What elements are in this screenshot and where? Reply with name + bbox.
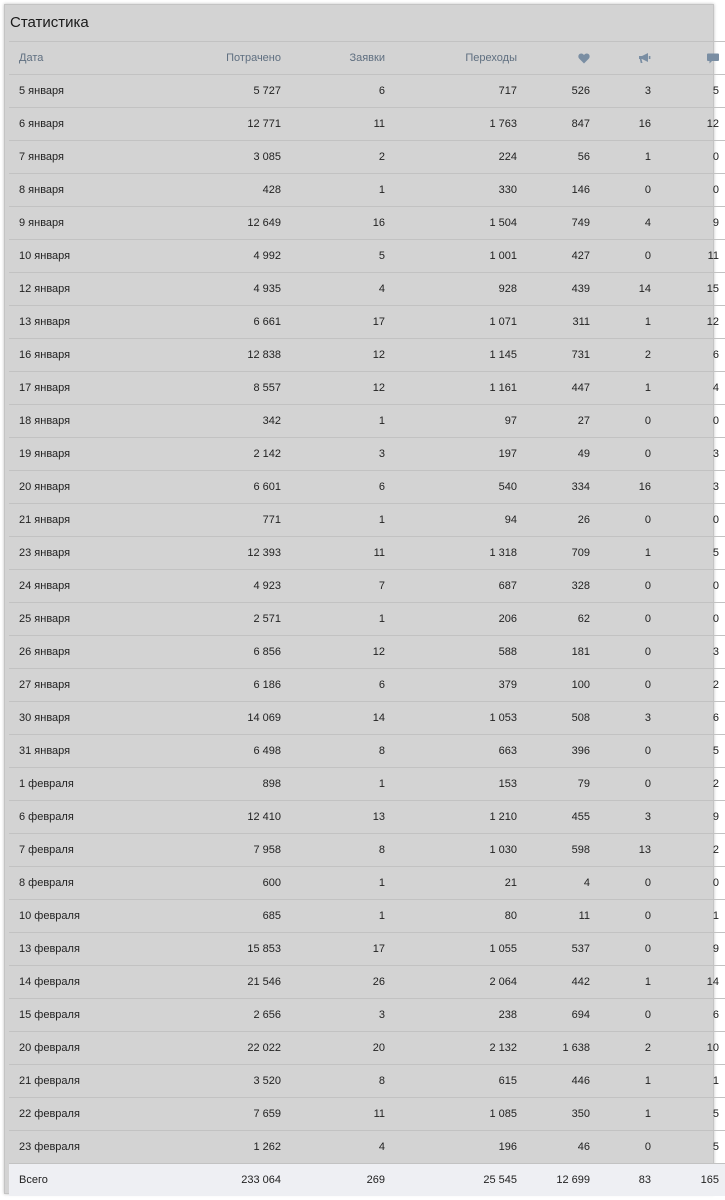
cell-shares: 2 (590, 1032, 651, 1065)
cell-clicks: 206 (385, 603, 517, 636)
cell-shares: 3 (590, 801, 651, 834)
cell-spent: 3 520 (159, 1065, 281, 1098)
cell-date: 23 февраля (9, 1131, 159, 1164)
cell-clicks: 1 071 (385, 306, 517, 339)
cell-shares: 1 (590, 141, 651, 174)
cell-clicks: 2 064 (385, 966, 517, 999)
table-row (9, 174, 725, 207)
cell-spent: 5 727 (159, 75, 281, 108)
cell-comments: 2 (651, 834, 725, 867)
cell-clicks: 1 210 (385, 801, 517, 834)
table-row (9, 900, 725, 933)
cell-date: 19 января (9, 438, 159, 471)
cell-clicks: 238 (385, 999, 517, 1032)
table-row (9, 372, 725, 405)
cell-date: 21 января (9, 504, 159, 537)
cell-requests: 6 (281, 75, 385, 108)
cell-clicks: 1 085 (385, 1098, 517, 1131)
cell-spent: 12 410 (159, 801, 281, 834)
cell-requests: 7 (281, 570, 385, 603)
cell-spent: 12 838 (159, 339, 281, 372)
cell-comments: 3 (651, 471, 725, 504)
cell-spent: 6 856 (159, 636, 281, 669)
table-row (9, 1098, 725, 1131)
cell-requests: 5 (281, 240, 385, 273)
cell-requests: 13 (281, 801, 385, 834)
table-row (9, 438, 725, 471)
cell-date: 16 января (9, 339, 159, 372)
cell-shares: 0 (590, 570, 651, 603)
cell-clicks: 588 (385, 636, 517, 669)
cell-requests: 17 (281, 306, 385, 339)
cell-date: 21 февраля (9, 1065, 159, 1098)
cell-spent: 2 656 (159, 999, 281, 1032)
cell-shares: 3 (590, 702, 651, 735)
cell-comments: 12 (651, 306, 725, 339)
cell-clicks: 97 (385, 405, 517, 438)
cell-shares: 1 (590, 372, 651, 405)
cell-requests: 4 (281, 273, 385, 306)
cell-spent: 8 557 (159, 372, 281, 405)
cell-clicks: 540 (385, 471, 517, 504)
cell-requests: 14 (281, 702, 385, 735)
cell-spent: 12 393 (159, 537, 281, 570)
heart-icon (578, 53, 590, 64)
cell-comments: 5 (651, 735, 725, 768)
total-clicks: 25 545 (385, 1164, 517, 1197)
cell-likes: 46 (517, 1131, 590, 1164)
column-header-date[interactable]: Дата (9, 42, 159, 75)
cell-comments: 1 (651, 900, 725, 933)
cell-requests: 16 (281, 207, 385, 240)
cell-likes: 749 (517, 207, 590, 240)
cell-spent: 12 771 (159, 108, 281, 141)
table-row (9, 75, 725, 108)
cell-shares: 16 (590, 108, 651, 141)
table-header-row (9, 42, 725, 75)
cell-clicks: 330 (385, 174, 517, 207)
cell-date: 26 января (9, 636, 159, 669)
table-row (9, 537, 725, 570)
cell-likes: 311 (517, 306, 590, 339)
cell-likes: 100 (517, 669, 590, 702)
cell-clicks: 379 (385, 669, 517, 702)
cell-comments: 10 (651, 1032, 725, 1065)
table-row (9, 141, 725, 174)
cell-clicks: 1 318 (385, 537, 517, 570)
cell-clicks: 928 (385, 273, 517, 306)
cell-requests: 4 (281, 1131, 385, 1164)
table-row (9, 702, 725, 735)
cell-requests: 1 (281, 603, 385, 636)
cell-requests: 12 (281, 636, 385, 669)
cell-comments: 0 (651, 405, 725, 438)
cell-spent: 898 (159, 768, 281, 801)
cell-likes: 26 (517, 504, 590, 537)
cell-shares: 16 (590, 471, 651, 504)
cell-shares: 0 (590, 900, 651, 933)
cell-requests: 20 (281, 1032, 385, 1065)
cell-likes: 49 (517, 438, 590, 471)
cell-date: 20 февраля (9, 1032, 159, 1065)
cell-likes: 526 (517, 75, 590, 108)
cell-clicks: 1 055 (385, 933, 517, 966)
cell-date: 5 января (9, 75, 159, 108)
cell-likes: 447 (517, 372, 590, 405)
cell-clicks: 80 (385, 900, 517, 933)
cell-spent: 14 069 (159, 702, 281, 735)
cell-comments: 0 (651, 867, 725, 900)
cell-spent: 21 546 (159, 966, 281, 999)
cell-clicks: 1 763 (385, 108, 517, 141)
table-row (9, 504, 725, 537)
cell-likes: 146 (517, 174, 590, 207)
cell-clicks: 153 (385, 768, 517, 801)
column-header-likes[interactable] (517, 42, 590, 75)
column-header-requests[interactable]: Заявки (281, 42, 385, 75)
cell-comments: 0 (651, 174, 725, 207)
cell-requests: 2 (281, 141, 385, 174)
cell-comments: 0 (651, 603, 725, 636)
cell-shares: 2 (590, 339, 651, 372)
cell-comments: 15 (651, 273, 725, 306)
cell-date: 13 января (9, 306, 159, 339)
cell-spent: 2 142 (159, 438, 281, 471)
cell-spent: 428 (159, 174, 281, 207)
cell-comments: 1 (651, 1065, 725, 1098)
table-row (9, 603, 725, 636)
table-row (9, 108, 725, 141)
cell-clicks: 94 (385, 504, 517, 537)
cell-spent: 685 (159, 900, 281, 933)
cell-comments: 6 (651, 702, 725, 735)
cell-requests: 6 (281, 669, 385, 702)
cell-likes: 709 (517, 537, 590, 570)
cell-clicks: 1 030 (385, 834, 517, 867)
total-spent: 233 064 (159, 1164, 281, 1197)
cell-comments: 6 (651, 999, 725, 1032)
cell-spent: 6 601 (159, 471, 281, 504)
cell-date: 8 февраля (9, 867, 159, 900)
cell-spent: 1 262 (159, 1131, 281, 1164)
cell-likes: 446 (517, 1065, 590, 1098)
cell-clicks: 21 (385, 867, 517, 900)
cell-comments: 0 (651, 570, 725, 603)
statistics-panel (4, 4, 719, 1194)
table-row (9, 867, 725, 900)
cell-spent: 15 853 (159, 933, 281, 966)
cell-spent: 4 923 (159, 570, 281, 603)
cell-shares: 0 (590, 867, 651, 900)
cell-date: 14 февраля (9, 966, 159, 999)
total-likes: 12 699 (517, 1164, 590, 1197)
cell-date: 24 января (9, 570, 159, 603)
cell-shares: 0 (590, 933, 651, 966)
cell-likes: 27 (517, 405, 590, 438)
table-row (9, 999, 725, 1032)
table-row (9, 636, 725, 669)
cell-shares: 0 (590, 636, 651, 669)
table-row (9, 933, 725, 966)
cell-spent: 771 (159, 504, 281, 537)
cell-comments: 0 (651, 504, 725, 537)
cell-requests: 1 (281, 867, 385, 900)
cell-clicks: 224 (385, 141, 517, 174)
cell-comments: 4 (651, 372, 725, 405)
cell-requests: 8 (281, 735, 385, 768)
cell-requests: 12 (281, 339, 385, 372)
cell-shares: 1 (590, 1065, 651, 1098)
cell-likes: 328 (517, 570, 590, 603)
table-row (9, 1131, 725, 1164)
cell-shares: 0 (590, 1131, 651, 1164)
cell-clicks: 1 161 (385, 372, 517, 405)
total-label: Всего (9, 1164, 159, 1197)
cell-spent: 342 (159, 405, 281, 438)
cell-spent: 6 661 (159, 306, 281, 339)
statistics-table (9, 41, 725, 1196)
cell-comments: 5 (651, 1131, 725, 1164)
cell-date: 17 января (9, 372, 159, 405)
cell-comments: 3 (651, 636, 725, 669)
cell-clicks: 196 (385, 1131, 517, 1164)
cell-comments: 9 (651, 801, 725, 834)
cell-clicks: 615 (385, 1065, 517, 1098)
table-row (9, 1032, 725, 1065)
table-row (9, 471, 725, 504)
cell-shares: 1 (590, 306, 651, 339)
cell-comments: 5 (651, 75, 725, 108)
cell-shares: 13 (590, 834, 651, 867)
cell-requests: 11 (281, 108, 385, 141)
cell-comments: 2 (651, 669, 725, 702)
cell-shares: 0 (590, 405, 651, 438)
cell-clicks: 1 145 (385, 339, 517, 372)
cell-comments: 0 (651, 141, 725, 174)
cell-clicks: 687 (385, 570, 517, 603)
cell-date: 13 февраля (9, 933, 159, 966)
table-row (9, 966, 725, 999)
cell-date: 31 января (9, 735, 159, 768)
cell-date: 6 января (9, 108, 159, 141)
cell-clicks: 2 132 (385, 1032, 517, 1065)
cell-date: 23 января (9, 537, 159, 570)
cell-clicks: 1 504 (385, 207, 517, 240)
cell-requests: 1 (281, 504, 385, 537)
table-row (9, 240, 725, 273)
column-header-clicks[interactable]: Переходы (385, 42, 517, 75)
cell-comments: 9 (651, 933, 725, 966)
cell-shares: 3 (590, 75, 651, 108)
cell-shares: 0 (590, 669, 651, 702)
cell-comments: 12 (651, 108, 725, 141)
cell-requests: 11 (281, 1098, 385, 1131)
cell-date: 6 февраля (9, 801, 159, 834)
cell-likes: 598 (517, 834, 590, 867)
table-row (9, 405, 725, 438)
cell-spent: 600 (159, 867, 281, 900)
column-header-shares[interactable] (590, 42, 651, 75)
cell-shares: 0 (590, 999, 651, 1032)
cell-date: 7 января (9, 141, 159, 174)
cell-requests: 6 (281, 471, 385, 504)
cell-likes: 350 (517, 1098, 590, 1131)
cell-clicks: 717 (385, 75, 517, 108)
cell-spent: 4 935 (159, 273, 281, 306)
column-header-spent[interactable]: Потрачено (159, 42, 281, 75)
cell-requests: 1 (281, 768, 385, 801)
cell-likes: 439 (517, 273, 590, 306)
cell-likes: 181 (517, 636, 590, 669)
cell-spent: 7 659 (159, 1098, 281, 1131)
cell-likes: 442 (517, 966, 590, 999)
cell-date: 10 февраля (9, 900, 159, 933)
cell-shares: 0 (590, 438, 651, 471)
cell-spent: 3 085 (159, 141, 281, 174)
table-row (9, 834, 725, 867)
cell-likes: 79 (517, 768, 590, 801)
cell-likes: 427 (517, 240, 590, 273)
cell-likes: 455 (517, 801, 590, 834)
cell-likes: 508 (517, 702, 590, 735)
cell-date: 18 января (9, 405, 159, 438)
table-row (9, 1065, 725, 1098)
table-row (9, 306, 725, 339)
cell-comments: 5 (651, 537, 725, 570)
cell-clicks: 197 (385, 438, 517, 471)
cell-requests: 1 (281, 900, 385, 933)
cell-date: 15 февраля (9, 999, 159, 1032)
cell-clicks: 663 (385, 735, 517, 768)
column-header-comments[interactable] (651, 42, 725, 75)
cell-date: 1 февраля (9, 768, 159, 801)
cell-comments: 11 (651, 240, 725, 273)
cell-spent: 22 022 (159, 1032, 281, 1065)
cell-date: 8 января (9, 174, 159, 207)
cell-spent: 6 186 (159, 669, 281, 702)
table-row (9, 735, 725, 768)
cell-shares: 4 (590, 207, 651, 240)
cell-requests: 8 (281, 1065, 385, 1098)
cell-requests: 3 (281, 999, 385, 1032)
cell-date: 7 февраля (9, 834, 159, 867)
cell-date: 9 января (9, 207, 159, 240)
cell-requests: 3 (281, 438, 385, 471)
cell-likes: 1 638 (517, 1032, 590, 1065)
cell-requests: 1 (281, 405, 385, 438)
cell-date: 12 января (9, 273, 159, 306)
table-row (9, 801, 725, 834)
table-row (9, 669, 725, 702)
cell-requests: 17 (281, 933, 385, 966)
cell-date: 20 января (9, 471, 159, 504)
cell-date: 25 января (9, 603, 159, 636)
cell-spent: 2 571 (159, 603, 281, 636)
cell-date: 10 января (9, 240, 159, 273)
total-comments: 165 (651, 1164, 725, 1197)
cell-clicks: 1 053 (385, 702, 517, 735)
cell-spent: 7 958 (159, 834, 281, 867)
cell-likes: 537 (517, 933, 590, 966)
cell-shares: 0 (590, 504, 651, 537)
comment-icon (707, 53, 719, 64)
cell-clicks: 1 001 (385, 240, 517, 273)
cell-requests: 11 (281, 537, 385, 570)
cell-likes: 847 (517, 108, 590, 141)
cell-likes: 731 (517, 339, 590, 372)
cell-comments: 6 (651, 339, 725, 372)
cell-date: 30 января (9, 702, 159, 735)
cell-date: 27 января (9, 669, 159, 702)
cell-shares: 0 (590, 174, 651, 207)
megaphone-icon (638, 52, 651, 64)
cell-shares: 0 (590, 240, 651, 273)
cell-likes: 62 (517, 603, 590, 636)
cell-spent: 6 498 (159, 735, 281, 768)
cell-likes: 694 (517, 999, 590, 1032)
cell-comments: 2 (651, 768, 725, 801)
cell-shares: 1 (590, 537, 651, 570)
cell-date: 22 февраля (9, 1098, 159, 1131)
cell-shares: 14 (590, 273, 651, 306)
cell-comments: 5 (651, 1098, 725, 1131)
total-row (9, 1164, 725, 1197)
table-row (9, 570, 725, 603)
cell-shares: 0 (590, 735, 651, 768)
cell-shares: 1 (590, 966, 651, 999)
table-body (9, 75, 725, 1164)
cell-likes: 56 (517, 141, 590, 174)
total-requests: 269 (281, 1164, 385, 1197)
cell-requests: 1 (281, 174, 385, 207)
cell-spent: 4 992 (159, 240, 281, 273)
cell-shares: 0 (590, 768, 651, 801)
table-row (9, 207, 725, 240)
cell-requests: 26 (281, 966, 385, 999)
cell-shares: 1 (590, 1098, 651, 1131)
table-row (9, 339, 725, 372)
cell-comments: 14 (651, 966, 725, 999)
cell-likes: 396 (517, 735, 590, 768)
cell-comments: 3 (651, 438, 725, 471)
page-title: Статистика (10, 14, 89, 31)
cell-shares: 0 (590, 603, 651, 636)
cell-likes: 11 (517, 900, 590, 933)
cell-requests: 8 (281, 834, 385, 867)
cell-likes: 334 (517, 471, 590, 504)
cell-likes: 4 (517, 867, 590, 900)
table-row (9, 768, 725, 801)
cell-requests: 12 (281, 372, 385, 405)
table-row (9, 273, 725, 306)
cell-comments: 9 (651, 207, 725, 240)
total-shares: 83 (590, 1164, 651, 1197)
cell-spent: 12 649 (159, 207, 281, 240)
